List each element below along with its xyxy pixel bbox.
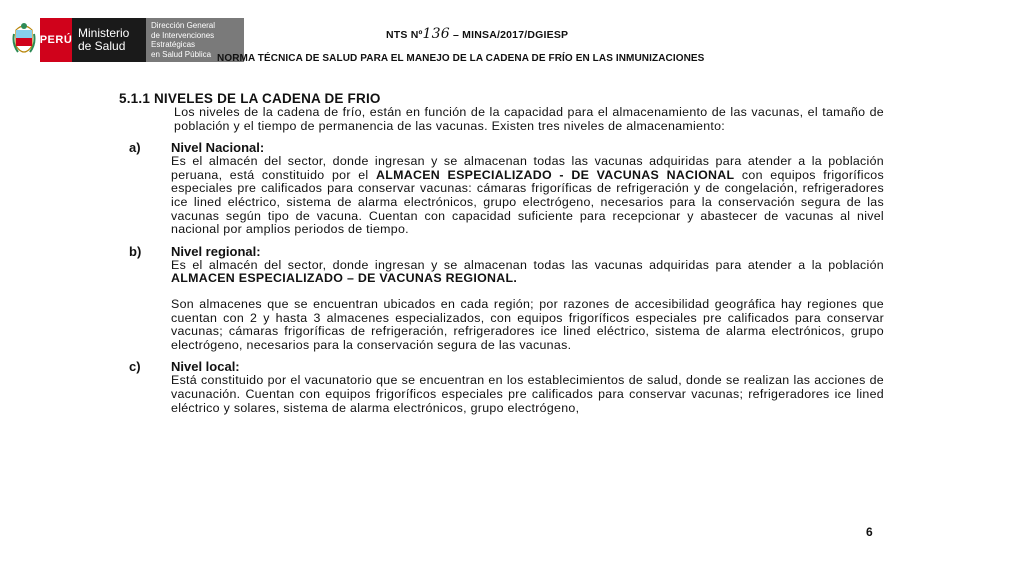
item-paragraph: Está constituido por el vacunatorio que se encuentran en los establecimientos de salud, donde se realizan las acciones de vacunación. Cuentan con equipos frigoríficos especiales pre calificados para conservar vacunas; refrigeradores ice lined eléctrico y solares, sistema de alarma electrónicos, grupo electrógeno, [171,373,884,415]
item-label: b) [129,243,142,259]
list-item [119,360,884,415]
coat-of-arms-icon [12,20,36,60]
ministerio-logo [12,18,244,62]
item-text: Es el almacén del sector, donde ingresan y se almacenan todas las vacunas adquiridas para atender a la población [171,257,884,272]
item-label: a) [129,140,141,156]
list-item [119,245,884,353]
document-subtitle: NORMA TÉCNICA DE SALUD PARA EL MANEJO DE LA CADENA DE FRÍO EN LAS INMUNIZACIONES [217,53,705,64]
logo-peru: PERÚ [40,18,72,62]
item-paragraph [171,259,884,286]
item-bold-text: ALMACEN ESPECIALIZADO - DE VACUNAS NACIONAL [375,167,735,182]
item-bold-text: ALMACEN ESPECIALIZADO – DE VACUNAS REGIONAL. [171,271,518,286]
nts-prefix: NTS Nº [386,29,423,41]
item-heading: Nivel Nacional: [171,140,265,156]
nts-number: 136 [422,26,450,42]
list-item [119,141,884,237]
item-paragraph [171,155,884,237]
document-body [119,92,884,415]
item-text: Es el almacén del sector, donde ingresan y se almacenan todas las vacunas adquiridas para atender a la población peruana, está constituido por el [171,154,884,182]
nts-suffix: – MINSA/2017/DGIESP [449,29,569,41]
logo-dir-line3: en Salud Pública [151,49,212,59]
item-heading: Nivel regional: [171,243,261,259]
page-number: 6 [866,525,873,539]
item-paragraph: Son almacenes que se encuentran ubicados en cada región; por razones de accesibilidad geográfica hay regiones que cuentan con 2 y hasta 3 almacenes especializados, con equipos frigoríficos especiales pre calificados para conservar vacunas; cámaras frigoríficas de refrigeración, refrigeradores ice lined eléctrico, sistema de alarma electrónicos, grupo electrógeno, necesarios para la conservación segura de las vacunas. [171,296,884,352]
item-heading: Nivel local: [171,359,240,375]
section-title: 5.1.1 NIVELES DE LA CADENA DE FRIO [119,91,381,106]
nts-header [386,26,568,42]
logo-dir-line1: Dirección General [151,21,216,30]
item-text: con equipos frigoríficos especiales pre calificados para conservar vacunas: cámaras frigoríficas de refrigeración y de congelación, refrigeradores ice lined eléctrico, sistema de alarma electrónicos, grupo electrógeno, necesarios para la conservación segura de las vacunas según tipo de vacuna. Cuentan con capacidad suficiente para recepcionar y abastecer de vacunas al nivel nacional por amplios periodos de tiempo. [171,167,884,237]
logo-dir-line2: de Intervenciones Estratégicas [151,30,215,49]
logo-ministerio-line2: de Salud [78,39,126,53]
section-intro: Los niveles de la cadena de frío, están en función de la capacidad para el almacenamiento de las vacunas, el tamaño de población y el tiempo de permanencia de las vacunas. Existen tres niveles de almacenamiento: [174,105,884,133]
logo-ministerio [72,18,146,62]
logo-ministerio-line1: Ministerio [78,26,130,40]
item-label: c) [129,359,141,375]
